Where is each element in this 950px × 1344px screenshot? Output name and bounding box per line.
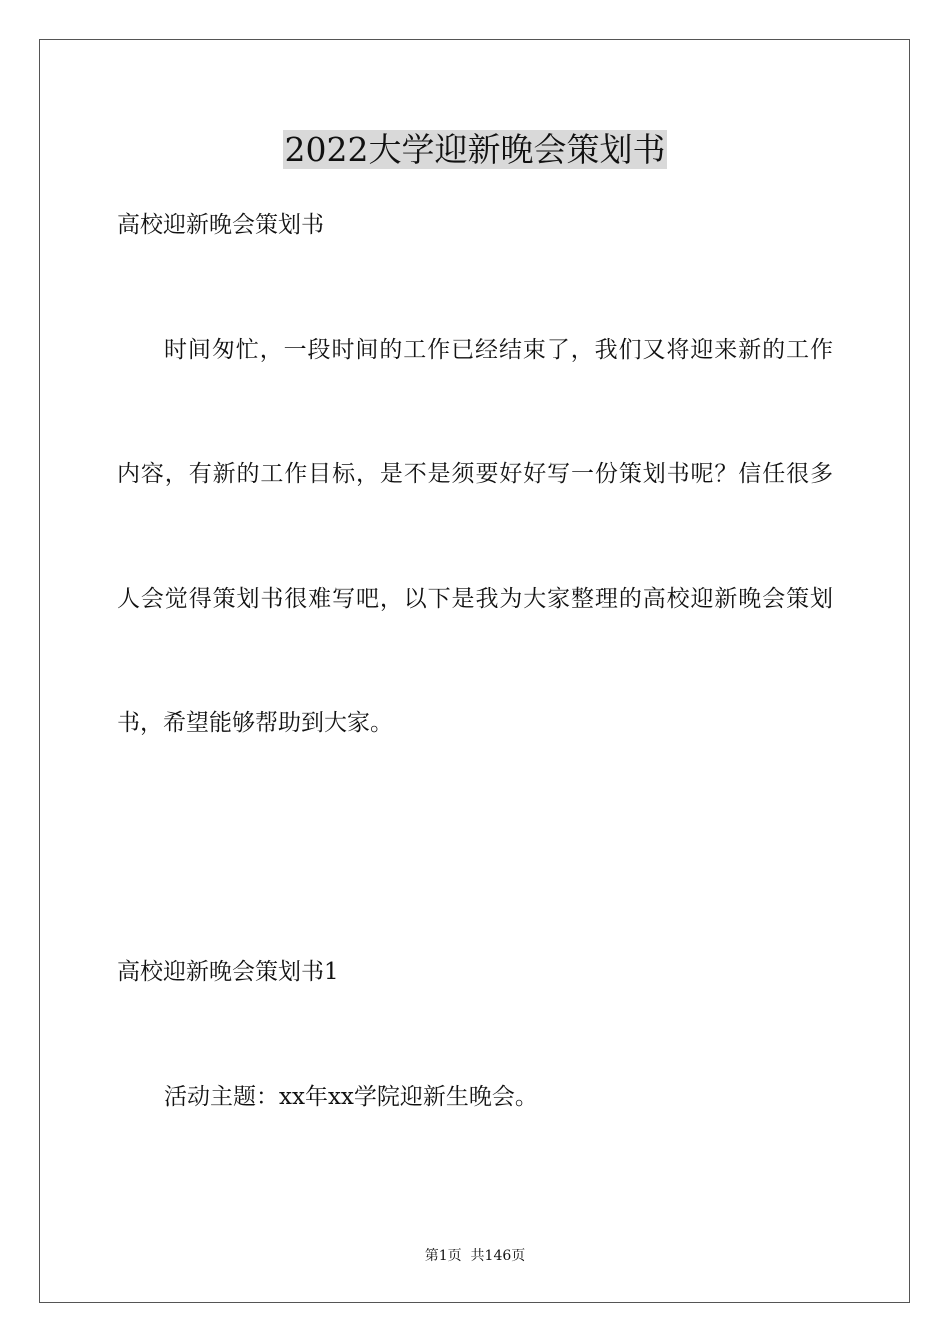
document-title	[0, 128, 950, 172]
page-footer: 第1页 共146页	[424, 1248, 526, 1264]
intro-line-2: 内容，有新的工作目标，是不是须要好好写一份策划书呢？信任很多	[117, 461, 833, 487]
intro-line-3: 人会觉得策划书很难写吧，以下是我为大家整理的高校迎新晚会策划	[117, 586, 833, 612]
section-heading: 高校迎新晚会策划书1	[117, 959, 339, 985]
subtitle: 高校迎新晚会策划书	[117, 212, 324, 238]
intro-line-4: 书，希望能够帮助到大家。	[117, 710, 393, 736]
activity-theme: 活动主题：xx年xx学院迎新生晚会。	[164, 1084, 538, 1110]
document-title-text: 2022大学迎新晚会策划书	[284, 130, 666, 169]
intro-line-1: 时间匆忙，一段时间的工作已经结束了，我们又将迎来新的工作	[164, 337, 833, 363]
